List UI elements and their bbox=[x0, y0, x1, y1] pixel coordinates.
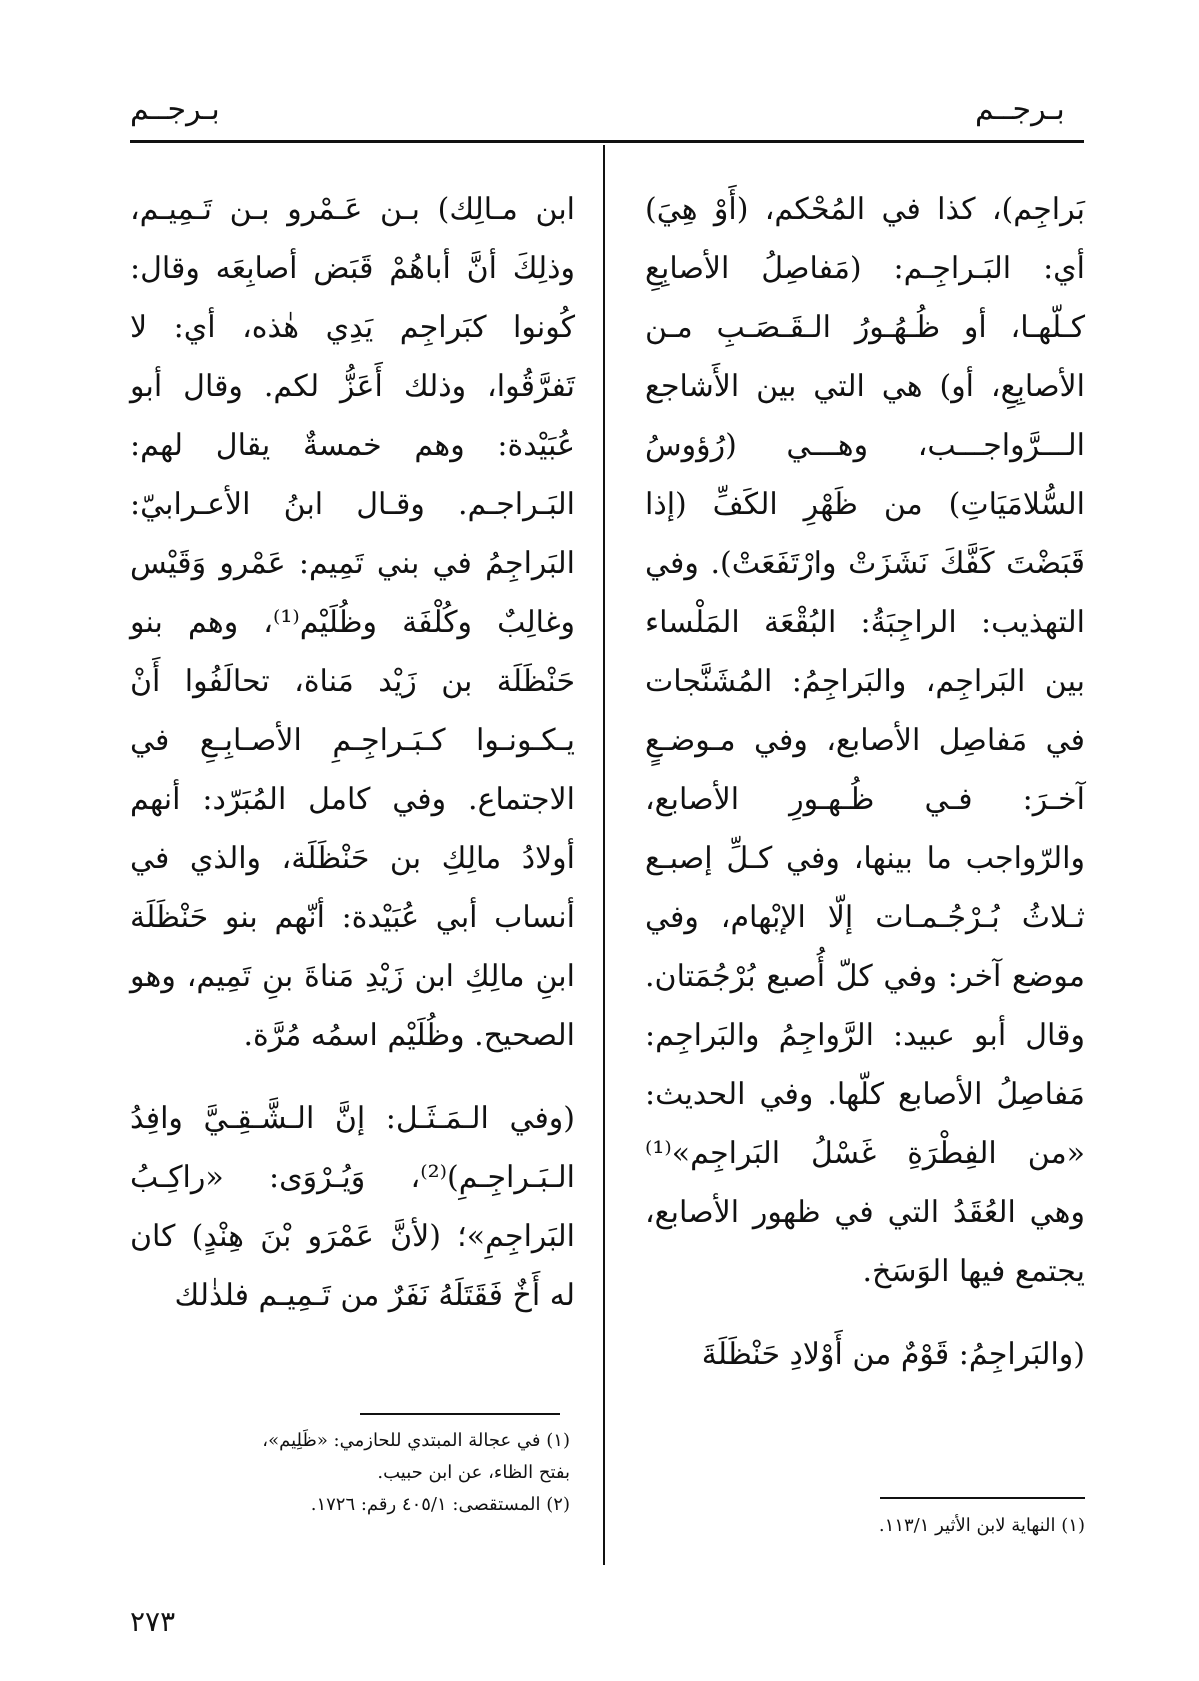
footnote-rule-right bbox=[880, 1497, 1085, 1499]
left-column-paragraph: (وفي الـمَـثَـل: إنَّ الـشَّـقِـيَّ وافِدُ الـبَـراجِـمِ)⁽²⁾، وَيُـرْوَى: «راكِـبُ البَراجِمِ»؛ (لأنَّ عَمْرَو بْنَ هِنْدٍ) كان له أَخٌ فَقَتَلَهُ نَفَرٌ من تَـمِيـم فلذٰلك bbox=[130, 1101, 575, 1313]
footnote-rule-left bbox=[360, 1413, 560, 1415]
footnote: (٢) المستقصى: ٤٠٥/١ رقم: ١٧٢٦. bbox=[310, 1494, 570, 1515]
right-column-paragraph: بَراجِم)، كذا في المُحْكم، (أَوْ هِيَ) أي: البَـراجِـم: (مَفاصِلُ الأصابِعِ كـلّهـا، أو ظُـهُـورُ الـقَـصَـبِ مـن الأصابِعِ، أو) هي التي بين الأَشاجع الـــرَّواجـــب، وهـــي (رُؤوسُ السُّلامَيَاتِ) من ظَهْرِ الكَفِّ (إذا قَبَضْتَ كَفَّكَ نَشَزَتْ وارْتَفَعَتْ). وفي التهذيب: الراجِبَةُ: البُقْعَة المَلْساء بين البَراجِم، والبَراجِمُ: المُشَنَّجات في مَفاصِل الأصابع، وفي مـوضـعٍ آخـرَ: فـي ظُـهـورِ الأصابع، والرّواجب ما بينها، وفي كـلِّ إصبـع ثـلاثُ بُـرْجُـمـات إلّا الإبْهام، وفي موضع آخر: وفي كلّ أُصبع بُرْجُمَتان. وقال أبو عبيد: الرَّواجِمُ والبَراجِم: مَفاصِلُ الأصابع كلّها. وفي الحديث: «من الفِطْرَةِ غَسْلُ البَراجِم»⁽¹⁾ وهي العُقَدُ التي في ظهور الأصابع، يجتمع فيها الوَسَخ. bbox=[645, 192, 1085, 1289]
left-column bbox=[130, 180, 575, 1325]
header-rule bbox=[130, 140, 1084, 143]
right-column-paragraph: (والبَراجِمُ: قَوْمٌ من أَوْلادِ حَنْظَلَةَ bbox=[701, 1337, 1085, 1372]
left-column-paragraph: ابن مـالِك) بـن عَـمْرو بـن تَـمِيـم، وذلِكَ أنَّ أباهُمْ قَبَض أصابِعَه وقال: كُونوا كبَراجِم يَدِي هٰذه، أي: لا تَفرَّقُوا، وذلك أَعَزُّ لكم. وقال أبو عُبَيْدة: وهم خمسةٌ يقال لهم: البَـراجـم. وقـال ابنُ الأعـرابيّ: البَراجِمُ في بني تَمِيم: عَمْرو وَقَيْس وغالِبٌ وكُلْفَة وظُلَيْم⁽¹⁾، وهم بنو حَنْظَلَة بن زَيْد مَناة، تحالَفُوا أَنْ يـكـونـوا كـبَـراجِـمِ الأصـابِـعِ في الاجتماع. وفي كامل المُبَرّد: أنهم أولادُ مالِكِ بن حَنْظَلَة، والذي في أنساب أبي عُبَيْدة: أنّهم بنو حَنْظَلَة ابنِ مالِكِ ابن زَيْدِ مَناةَ بنِ تَمِيم، وهو الصحيح. وظُلَيْم اسمُه مُرَّة. bbox=[130, 192, 575, 1053]
running-header-right: بـرجــم bbox=[975, 92, 1065, 127]
running-header-left: بـرجــم bbox=[130, 92, 220, 127]
page-number: ٢٧٣ bbox=[130, 1605, 176, 1638]
right-column-footnotes bbox=[820, 1510, 1085, 1542]
column-divider bbox=[603, 145, 605, 1565]
footnote: (١) في عجالة المبتدي للحازمي: «ظَلِيم»، بفتح الظاء، عن ابن حبيب. bbox=[262, 1430, 570, 1483]
footnote: (١) النهاية لابن الأثير ١١٣/١. bbox=[878, 1515, 1085, 1536]
left-column-footnotes bbox=[230, 1425, 570, 1521]
right-column bbox=[645, 180, 1085, 1384]
